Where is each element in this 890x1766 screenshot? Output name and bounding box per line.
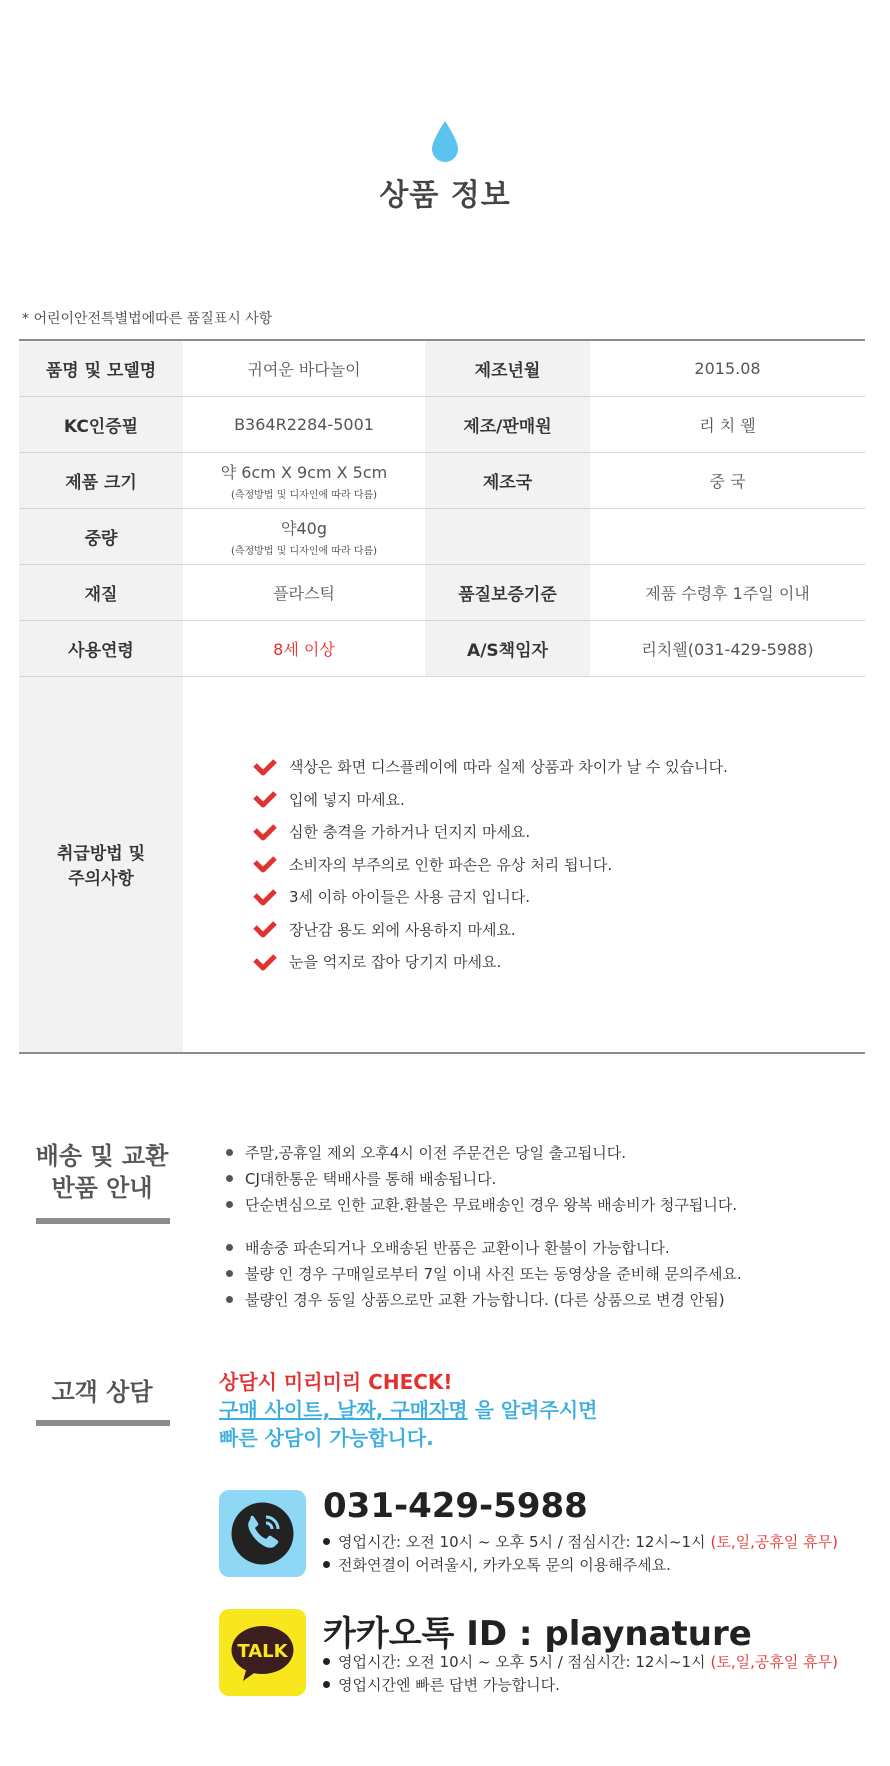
check-icon: [253, 758, 277, 776]
shipping-title-underline: [36, 1218, 170, 1224]
spec-value: [183, 508, 425, 564]
page-title: 상품 정보: [379, 178, 511, 213]
shipping-list-2: [226, 1234, 742, 1312]
kakao-badge-text: TALK: [237, 1641, 288, 1662]
care-item-text: 3세 이하 아이들은 사용 금지 입니다.: [289, 888, 531, 907]
spec-value: 플라스틱: [183, 564, 425, 620]
list-item: [253, 751, 865, 784]
phone-icon: [219, 1490, 306, 1577]
care-label: [19, 676, 183, 1053]
check-line-2: [219, 1396, 597, 1424]
shipping-list-1: [226, 1139, 737, 1217]
spec-value-sub: (측정방법 및 디자인에 따라 다름): [230, 545, 378, 557]
spec-key: 재질: [19, 564, 183, 620]
phone-holiday: (토,일,공휴일 휴무): [710, 1533, 838, 1551]
kakao-holiday: (토,일,공휴일 휴무): [710, 1653, 838, 1671]
spec-key: 품질보증기준: [425, 564, 590, 620]
kakao-info: [323, 1650, 838, 1696]
spec-key: 품명 및 모델명: [19, 340, 183, 396]
spec-key: 제조국: [425, 452, 590, 508]
spec-value: 리치웰(031-429-5988): [590, 620, 865, 676]
shipping-title-line: 반품 안내: [51, 1174, 153, 1203]
care-list: [183, 751, 865, 979]
table-row: [19, 564, 865, 620]
table-row: [19, 452, 865, 508]
care-item-text: 심한 충격을 가하거나 던지지 마세요.: [289, 823, 531, 842]
consult-title-underline: [36, 1420, 170, 1426]
kakao-hours: 영업시간: 오전 10시 ~ 오후 5시 / 점심시간: 12시~1시: [338, 1653, 706, 1671]
care-content: [183, 676, 865, 1053]
consult-section-title: 고객 상담: [51, 1378, 153, 1406]
table-row: [19, 396, 865, 452]
care-row: [19, 676, 865, 1053]
care-label-line: 주의사항: [68, 869, 134, 890]
care-item-text: 눈을 억지로 잡아 당기지 마세요.: [289, 953, 502, 972]
kakao-talk-icon: [219, 1609, 306, 1696]
spec-value: 2015.08: [590, 340, 865, 396]
list-item: 전화연결이 어려울시, 카카오톡 문의 이용해주세요.: [323, 1553, 838, 1576]
care-item-text: 입에 넣지 마세요.: [289, 790, 405, 809]
care-item-text: 소비자의 부주의로 인한 파손은 유상 처리 됩니다.: [289, 855, 613, 874]
spec-value: 제품 수령후 1주일 이내: [590, 564, 865, 620]
list-item: 단순변심으로 인한 교환.환불은 무료배송인 경우 왕복 배송비가 청구됩니다.: [226, 1191, 737, 1217]
phone-info: [323, 1530, 838, 1576]
safety-law-note: * 어린이안전특별법에따른 품질표시 사항: [22, 311, 273, 327]
spec-key: 사용연령: [19, 620, 183, 676]
list-item: [253, 816, 865, 849]
spec-key: 제품 크기: [19, 452, 183, 508]
spec-value-sub: (측정방법 및 디자인에 따라 다름): [230, 489, 378, 501]
list-item: CJ대한통운 택배사를 통해 배송됩니다.: [226, 1165, 737, 1191]
spec-value-main: 약40g: [281, 518, 327, 538]
water-drop-icon: [430, 120, 460, 164]
phone-number: 031-429-5988: [323, 1486, 588, 1526]
spec-key: KC인증필: [19, 396, 183, 452]
table-row: [19, 508, 865, 564]
list-item: 주말,공휴일 제외 오후4시 이전 주문건은 당일 출고됩니다.: [226, 1139, 737, 1165]
list-item: [253, 946, 865, 979]
phone-hours: 영업시간: 오전 10시 ~ 오후 5시 / 점심시간: 12시~1시: [338, 1533, 706, 1551]
care-label-line: 취급방법 및: [56, 844, 146, 865]
check-icon: [253, 823, 277, 841]
care-item-text: 색상은 화면 디스플레이에 따라 실제 상품과 차이가 날 수 있습니다.: [289, 758, 728, 777]
care-item-text: 장난감 용도 외에 사용하지 마세요.: [289, 920, 516, 939]
spec-value: 리 치 웰: [590, 396, 865, 452]
list-item: [323, 1650, 838, 1673]
spec-value: [183, 452, 425, 508]
spec-value-main: 약 6cm X 9cm X 5cm: [220, 462, 388, 482]
spec-key: A/S책임자: [425, 620, 590, 676]
table-row: [19, 620, 865, 676]
spec-key: 제조년월: [425, 340, 590, 396]
list-item: [253, 783, 865, 816]
spec-key: 제조/판매원: [425, 396, 590, 452]
check-icon: [253, 790, 277, 808]
spec-value: B364R2284-5001: [183, 396, 425, 452]
check-line-1: 상담시 미리미리 CHECK!: [219, 1370, 453, 1394]
list-item: [253, 913, 865, 946]
list-item: 불량인 경우 동일 상품으로만 교환 가능합니다. (다른 상품으로 변경 안됨): [226, 1286, 742, 1312]
list-item: [253, 848, 865, 881]
spec-value-empty: [590, 508, 865, 564]
check-icon: [253, 888, 277, 906]
spec-value: 귀여운 바다놀이: [183, 340, 425, 396]
spec-key-empty: [425, 508, 590, 564]
shipping-title-line: 배송 및 교환: [35, 1142, 169, 1170]
spec-key: 중량: [19, 508, 183, 564]
phone-icon-box: [219, 1490, 306, 1577]
consult-check-text: [219, 1368, 597, 1452]
kakao-icon-box: [219, 1609, 306, 1696]
shipping-section-title: [30, 1140, 174, 1205]
table-row: [19, 340, 865, 396]
list-item: [323, 1530, 838, 1553]
check-icon: [253, 855, 277, 873]
list-item: [253, 881, 865, 914]
spec-value-age: 8세 이상: [183, 620, 425, 676]
list-item: 영업시간엔 빠른 답변 가능합니다.: [323, 1673, 838, 1696]
list-item: 배송중 파손되거나 오배송된 반품은 교환이나 환불이 가능합니다.: [226, 1234, 742, 1260]
list-item: 불량 인 경우 구매일로부터 7일 이내 사진 또는 동영상을 준비해 문의주세요.: [226, 1260, 742, 1286]
section-header: [0, 120, 890, 214]
check-icon: [253, 953, 277, 971]
spec-value: 중 국: [590, 452, 865, 508]
check-line-2-underlined: 구매 사이트, 날짜, 구매자명: [219, 1398, 468, 1422]
check-line-2-rest: 을 알려주시면: [467, 1398, 598, 1422]
check-line-3: 빠른 상담이 가능합니다.: [219, 1426, 434, 1450]
kakao-id: 카카오톡 ID : playnature: [323, 1614, 752, 1654]
check-icon: [253, 920, 277, 938]
product-spec-table: [19, 339, 865, 1054]
